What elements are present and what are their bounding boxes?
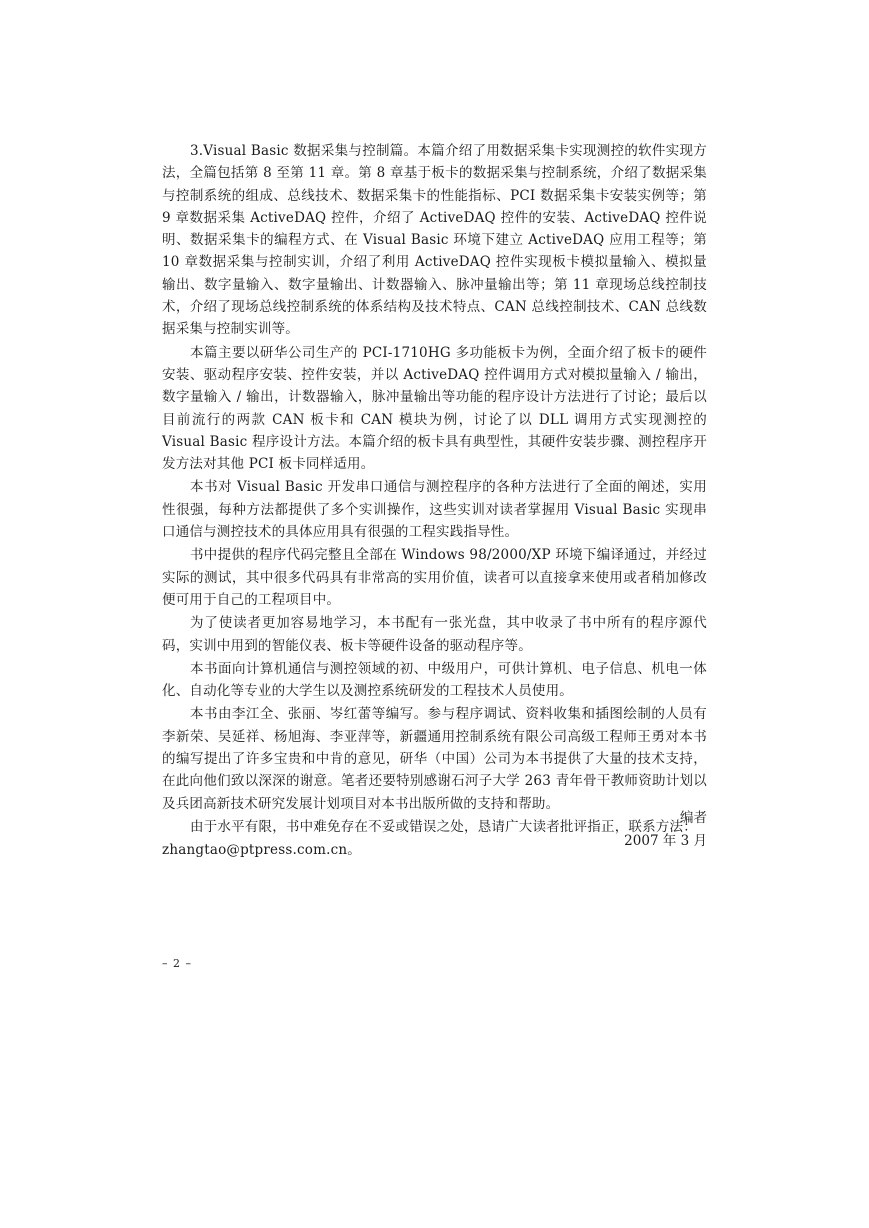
signoff <box>624 807 707 853</box>
paragraph-cd-contents: 为了使读者更加容易地学习，本书配有一张光盘，其中收录了书中所有的程序源代码，实训中用到的智能仪表、板卡等硬件设备的驱动程序等。 <box>162 615 707 654</box>
paragraph-audience: 本书面向计算机通信与测控领域的初、中级用户，可供计算机、电子信息、机电一体化、自动化等专业的大学生以及测控系统研发的工程技术人员使用。 <box>162 660 707 700</box>
signoff-date: 2007 年 3 月 <box>624 833 707 849</box>
paragraph-visual-basic-section: 3.Visual Basic 数据采集与控制篇。本篇介绍了用数据采集卡实现测控的软件实现方法，全篇包括第 8 至第 11 章。第 8 章基于板卡的数据采集与控制系统，介绍了数据采集与控制系统的组成、总线技术、数据采集卡的性能指标、PCI 数据采集卡安装实例等；第 9 章数据采集 ActiveDAQ 控件，介绍了 ActiveDAQ 控件的安装、ActiveDAQ 控件说明、数据采集卡的编程方式、在 Visual Basic 环境下建立 ActiveDAQ 应用工程等；第 10 章数据采集与控制实训，介绍了利用 ActiveDAQ 控件实现板卡模拟量输入、模拟量输出、数字量输入、数字量输出、计数器输入、脉冲量输出等；第 11 章现场总线控制技术，介绍了现场总线控制系统的体系结构及技术特点、CAN 总线控制技术、CAN 总线数据采集与控制实训等。 <box>162 143 707 338</box>
page-number: – 2 – <box>162 957 192 970</box>
signoff-author: 编者 <box>680 810 707 826</box>
paragraph-book-summary: 本书对 Visual Basic 开发串口通信与测控程序的各种方法进行了全面的阐述，实用性很强，每种方法都提供了多个实训操作，这些实训对读者掌握用 Visual Basic 实现串口通信与测控技术的具体应用具有很强的工程实践指导性。 <box>162 479 707 541</box>
paragraph-contact: 由于水平有限，书中难免存在不妥或错误之处，恳请广大读者批评指正，联系方法： <box>190 818 697 835</box>
contact-email: zhangtao@ptpress.com.cn。 <box>162 842 361 859</box>
body-text <box>162 140 707 863</box>
paragraph-acknowledgements: 本书由李江全、张丽、岑红蕾等编写。参与程序调试、资料收集和插图绘制的人员有李新荣、吴延祥、杨旭海、李亚萍等，新疆通用控制系统有限公司高级工程师王勇对本书的编写提出了许多宝贵和中肯的意见，研华（中国）公司为本书提供了大量的技术支持，在此向他们致以深深的谢意。笔者还要特别感谢石河子大学 263 青年骨干教师资助计划以及兵团高新技术研究发展计划项目对本书出版所做的支持和帮助。 <box>162 706 707 812</box>
paragraph-board-intro: 本篇主要以研华公司生产的 PCI-1710HG 多功能板卡为例，全面介绍了板卡的硬件安装、驱动程序安装、控件安装，并以 ActiveDAQ 控件调用方式对模拟量输入 / 输出，数字量输入 / 输出，计数器输入，脉冲量输出等功能的程序设计方法进行了讨论；最后以目前流行的两款 CAN 板卡和 CAN 模块为例，讨论了以 DLL 调用方式实现测控的 Visual Basic 程序设计方法。本篇介绍的板卡具有典型性，其硬件安装步骤、测控程序开发方法对其他 PCI 板卡同样适用。 <box>162 344 707 473</box>
paragraph-code-notes: 书中提供的程序代码完整且全部在 Windows 98/2000/XP 环境下编译通过，并经过实际的测试，其中很多代码具有非常高的实用价值，读者可以直接拿来使用或者稍加修改便可用于自己的工程项目中。 <box>162 547 707 608</box>
